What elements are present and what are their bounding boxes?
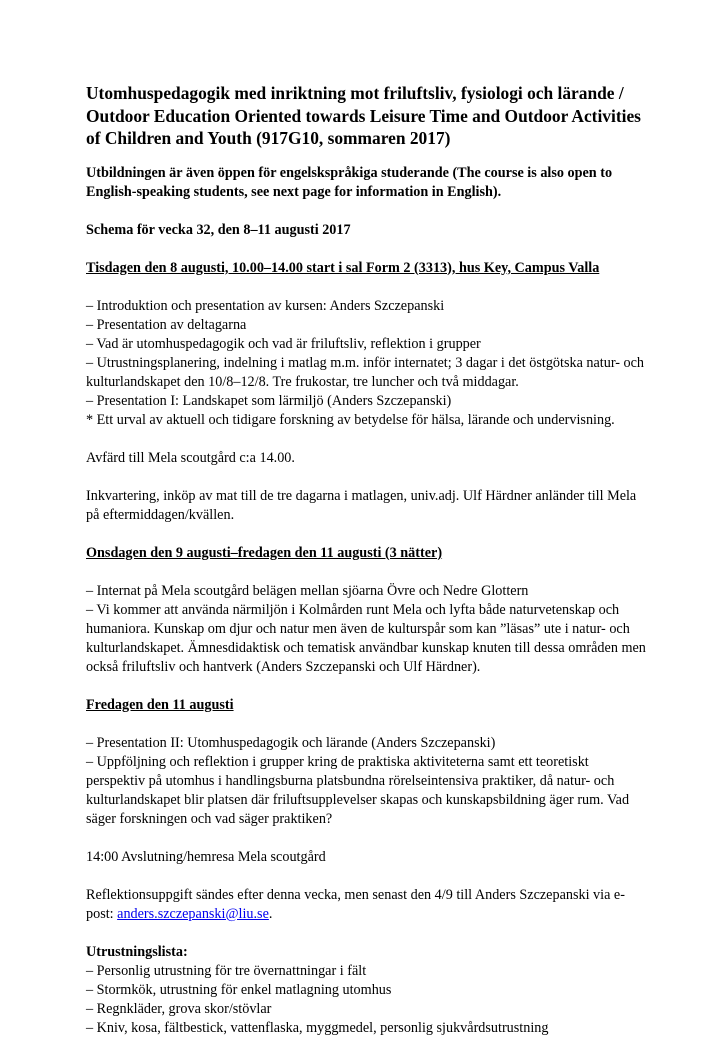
friday-heading: Fredagen den 11 augusti (86, 696, 234, 713)
list-item: – Stormkök, utrustning för enkel matlagning utomhus (86, 981, 392, 998)
tuesday-items (86, 297, 646, 430)
reflection-end: . (268, 905, 273, 922)
list-item: – Presentation I: Landskapet som lärmiljö (Anders Szczepanski) (86, 392, 452, 409)
document-subtitle: Utbildningen är även öppen för engelskspråkiga studerande (The course is also open to English-speaking students, see next page for information in English). (86, 164, 613, 200)
schedule-heading: Schema för vecka 32, den 8–11 augusti 2017 (86, 221, 351, 238)
list-item: – Regnkläder, grova skor/stövlar (86, 1000, 272, 1017)
list-item: – Utrustningsplanering, indelning i matlag m.m. inför internatet; 3 dagar i det östgötska natur- och kulturlandskapet den 10/8–12/8. Tre frukostar, tre luncher och två middagar. (86, 354, 645, 390)
list-item: – Vi kommer att använda närmiljön i Kolmården runt Mela och lyfta både naturvetenskap och humaniora. Kunskap om djur och natur men även de kulturspår som kan ”läsas” ute i natur- och kulturlandskapet. Ämnesdidaktisk och tematisk användbar kunskap knuten till dessa områden men också friluftsliv och hantverk (Anders Szczepanski och Ulf Härdner). (86, 601, 646, 675)
wednesday-heading: Onsdagen den 9 augusti–fredagen den 11 augusti (3 nätter) (86, 544, 443, 561)
list-item: – Presentation av deltagarna (86, 316, 247, 333)
list-item: – Introduktion och presentation av kursen: Anders Szczepanski (86, 297, 445, 314)
wednesday-items (86, 582, 646, 677)
list-item: – Internat på Mela scoutgård belägen mellan sjöarna Övre och Nedre Glottern (86, 582, 529, 599)
email-link[interactable]: anders.szczepanski@liu.se (117, 905, 269, 922)
reflection-intro: Reflektionsuppgift sändes efter denna vecka, men senast den 4/9 till Anders Szczepanski via e-post: (86, 886, 625, 922)
closing-text: 14:00 Avslutning/hemresa Mela scoutgård (86, 848, 326, 865)
tuesday-heading: Tisdagen den 8 augusti, 10.00–14.00 start i sal Form 2 (3313), hus Key, Campus Valla (86, 259, 600, 276)
equipment-list (86, 943, 646, 1038)
list-item: – Presentation II: Utomhuspedagogik och lärande (Anders Szczepanski) (86, 734, 496, 751)
list-item: * Ett urval av aktuell och tidigare forskning av betydelse för hälsa, lärande och undervisning. (86, 411, 615, 428)
equipment-title: Utrustningslista: (86, 943, 188, 960)
departure-text: Avfärd till Mela scoutgård c:a 14.00. (86, 449, 295, 466)
document-title: Utomhuspedagogik med inriktning mot friluftsliv, fysiologi och lärande / Outdoor Education Oriented towards Leisure Time and Outdoor Activities of Children and Youth (917G10, sommaren 2017) (86, 83, 641, 148)
list-item: – Uppföljning och reflektion i grupper kring de praktiska aktiviteterna samt ett teoretiskt perspektiv på utomhus i handlingsburna platsbundna rörelseintensiva praktiker, då natur- och kulturlandskapet blir platsen där friluftsupplevelser skapas och kunskapsbildning äger rum. Vad säger forskningen och vad säger praktiken? (86, 753, 630, 827)
document-page (86, 82, 646, 1038)
reflection-text (86, 886, 646, 924)
lodging-text: Inkvartering, inköp av mat till de tre dagarna i matlagen, univ.adj. Ulf Härdner anländer till Mela på eftermiddagen/kvällen. (86, 487, 637, 523)
list-item: – Vad är utomhuspedagogik och vad är friluftsliv, reflektion i grupper (86, 335, 481, 352)
list-item: – Kniv, kosa, fältbestick, vattenflaska, myggmedel, personlig sjukvårdsutrustning (86, 1019, 549, 1036)
list-item: – Personlig utrustning för tre övernattningar i fält (86, 962, 367, 979)
friday-items (86, 734, 646, 829)
